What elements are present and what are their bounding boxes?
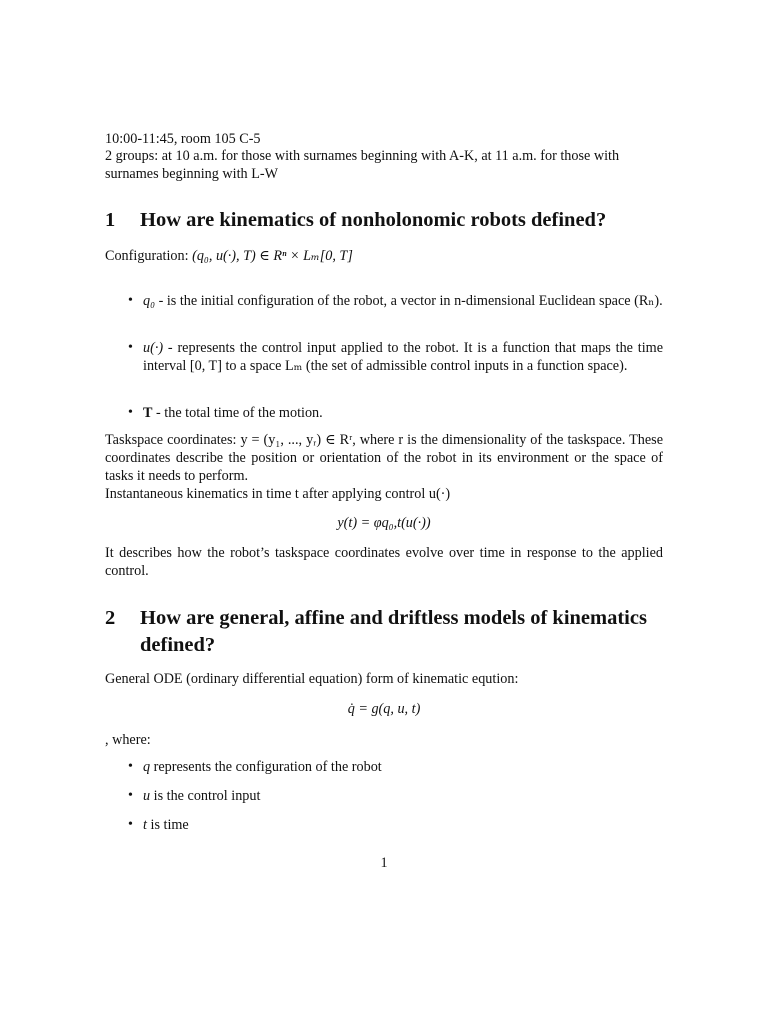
header-groups: 2 groups: at 10 a.m. for those with surnames beginning with A-K, at 11 a.m. for those with surnames beginning with L-W bbox=[105, 148, 620, 182]
section-2-heading bbox=[105, 605, 665, 659]
instantaneous-kinematics-line: Instantaneous kinematics in time t after applying control u(·) bbox=[105, 486, 451, 502]
section-1-heading bbox=[105, 207, 665, 234]
configuration-expression: (q₀, u(·), T) ∈ Rⁿ × Lₘ[0, T] bbox=[192, 248, 353, 264]
bullet-q bbox=[143, 759, 663, 777]
describes-paragraph: It describes how the robot’s taskspace coordinates evolve over time in response to the applied control. bbox=[105, 545, 663, 579]
bullet-text: - is the initial configuration of the robot, a vector in n-dimensional Euclidean space (Rₙ). bbox=[155, 293, 663, 309]
section-2-number: 2 bbox=[105, 607, 116, 629]
bullet-dot: • bbox=[128, 759, 133, 774]
bullet-dot: • bbox=[128, 340, 133, 355]
bullet-dot: • bbox=[128, 817, 133, 832]
bullet-text: is the control input bbox=[150, 788, 261, 804]
bullet-T bbox=[143, 405, 663, 423]
taskspace-paragraph: Taskspace coordinates: y = (y₁, ..., yᵣ) ∈ Rʳ, where r is the dimensionality of the taskspace. These coordinates describe the position or orientation of the robot in its environment or the space of tasks it needs to perform. bbox=[105, 432, 663, 484]
bullet-dot: • bbox=[128, 788, 133, 803]
page-number: 1 bbox=[380, 855, 388, 871]
bullet-dot: • bbox=[128, 293, 133, 308]
bullet-u bbox=[143, 340, 663, 376]
section-1-title: How are kinematics of nonholonomic robots defined? bbox=[140, 209, 607, 231]
header-time-room: 10:00-11:45, room 105 C-5 bbox=[105, 131, 261, 147]
bullet-symbol: t bbox=[143, 817, 147, 833]
bullet-t bbox=[143, 817, 663, 835]
bullet-q0 bbox=[143, 293, 663, 311]
where-line: , where: bbox=[105, 732, 151, 748]
ode-intro: General ODE (ordinary differential equation) form of kinematic eqution: bbox=[105, 671, 519, 687]
section-2-title: How are general, affine and driftless models of kinematics defined? bbox=[140, 607, 647, 656]
bullet-symbol: q₀ bbox=[143, 293, 156, 309]
bullet-symbol: T bbox=[143, 405, 153, 421]
ode-equation: q̇ = g(q, u, t) bbox=[347, 701, 421, 717]
bullet-symbol: q bbox=[143, 759, 151, 775]
bullet-text: - the total time of the motion. bbox=[152, 405, 323, 421]
section-1-number: 1 bbox=[105, 209, 116, 231]
bullet-symbol: u(·) bbox=[143, 340, 164, 356]
kinematics-equation: y(t) = φq₀,t(u(·)) bbox=[337, 515, 431, 531]
bullet-text: represents the configuration of the robot bbox=[150, 759, 382, 775]
bullet-u-input bbox=[143, 788, 663, 806]
bullet-text: is time bbox=[146, 817, 189, 833]
bullet-symbol: u bbox=[143, 788, 151, 804]
configuration-label: Configuration: bbox=[105, 248, 189, 264]
configuration-line bbox=[105, 248, 663, 266]
bullet-dot: • bbox=[128, 405, 133, 420]
bullet-text: - represents the control input applied to the robot. It is a function that maps the time interval [0, T] to a space Lₘ (the set of admissible control inputs in a function space). bbox=[143, 340, 663, 374]
